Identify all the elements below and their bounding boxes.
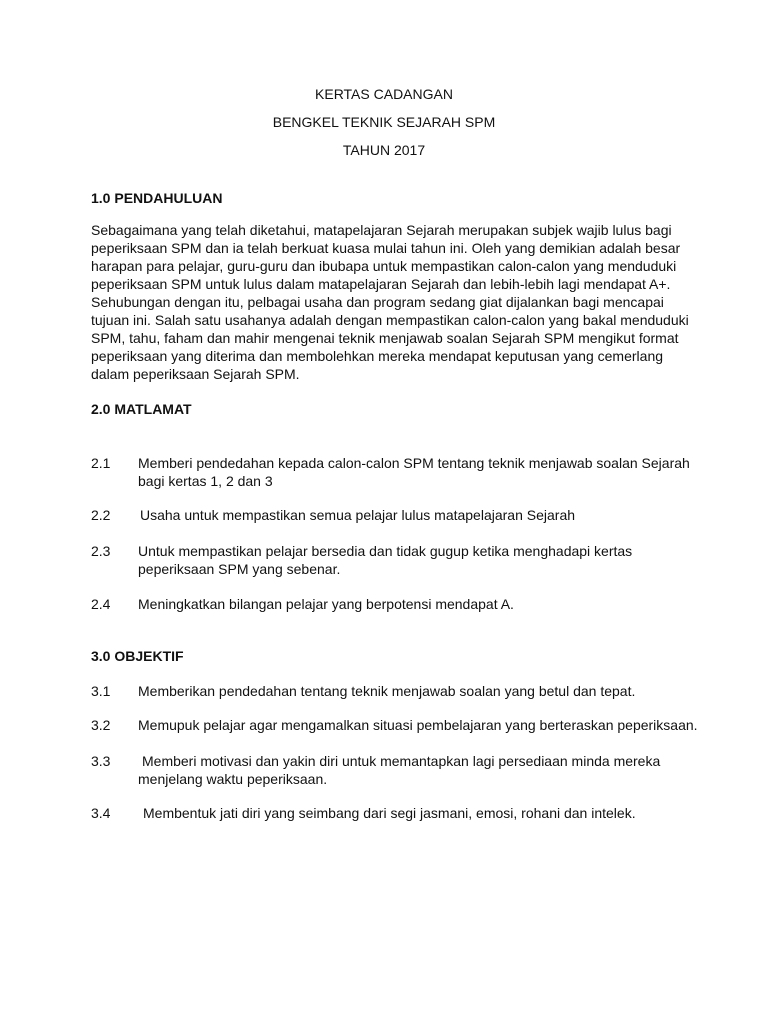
item-text-continuation: peperiksaan SPM yang sebenar. <box>138 561 341 577</box>
item-text-line: Meningkatkan bilangan pelajar yang berpotensi mendapat A. <box>138 596 514 612</box>
item-number: 3.2 <box>91 717 111 733</box>
item-number: 2.4 <box>91 596 111 612</box>
intro-line: peperiksaan SPM dan ia telah berkuat kuasa mulai tahun ini. Oleh yang demikian adalah besar <box>91 240 681 256</box>
section-heading-matlamat: 2.0 MATLAMAT <box>91 401 192 417</box>
document-title-line-2: BENGKEL TEKNIK SEJARAH SPM <box>272 114 496 130</box>
item-text-continuation: menjelang waktu peperiksaan. <box>138 771 328 787</box>
item-text <box>138 542 632 578</box>
intro-line: peperiksaan yang diterima dan membolehkan mereka mendapat keputusan yang cemerlang <box>91 348 664 364</box>
section-heading-objektif: 3.0 OBJEKTIF <box>91 648 184 664</box>
intro-line: harapan para pelajar, guru-guru dan ibubapa untuk mempastikan calon-calon yang menduduki <box>91 258 677 274</box>
item-text <box>138 716 698 734</box>
document-title-line-1: KERTAS CADANGAN <box>315 86 453 102</box>
item-number: 2.3 <box>91 543 111 559</box>
intro-line: dalam peperiksaan Sejarah SPM. <box>91 366 300 382</box>
item-text <box>140 506 575 524</box>
intro-paragraph <box>91 221 711 383</box>
item-text <box>138 595 514 613</box>
item-text-line: Memberikan pendedahan tentang teknik menjawab soalan yang betul dan tepat. <box>138 683 636 699</box>
item-text <box>138 454 690 490</box>
item-text <box>138 682 635 700</box>
document-title-block <box>0 84 768 168</box>
item-text-line: Untuk mempastikan pelajar bersedia dan tidak gugup ketika menghadapi kertas <box>138 543 633 559</box>
item-number: 3.3 <box>91 753 111 769</box>
item-text-line: Memberi motivasi dan yakin diri untuk memantapkan lagi persediaan minda mereka <box>142 753 661 769</box>
item-number: 2.2 <box>91 507 111 523</box>
item-text-line: Usaha untuk mempastikan semua pelajar lulus matapelajaran Sejarah <box>140 507 576 523</box>
section-heading-pendahuluan: 1.0 PENDAHULUAN <box>91 190 223 206</box>
intro-line: peperiksaan SPM untuk lulus dalam matapelajaran Sejarah dan lebih-lebih lagi mendapat A+. <box>91 276 671 292</box>
intro-line: SPM, tahu, faham dan mahir mengenai teknik menjawab soalan Sejarah SPM mengikut format <box>91 330 679 346</box>
item-text-line: Memberi pendedahan kepada calon-calon SPM tentang teknik menjawab soalan Sejarah <box>138 455 690 471</box>
item-text-continuation: bagi kertas 1, 2 dan 3 <box>138 473 273 489</box>
intro-line: tujuan ini. Salah satu usahanya adalah dengan mempastikan calon-calon yang bakal menduduki <box>91 312 689 328</box>
item-text-line: Memupuk pelajar agar mengamalkan situasi pembelajaran yang berteraskan peperiksaan. <box>138 717 698 733</box>
item-text-line: Membentuk jati diri yang seimbang dari segi jasmani, emosi, rohani dan intelek. <box>143 805 636 821</box>
item-text <box>138 752 661 788</box>
item-number: 3.1 <box>91 683 111 699</box>
item-number: 3.4 <box>91 805 111 821</box>
item-text <box>143 804 636 822</box>
document-title-line-3: TAHUN 2017 <box>342 142 426 158</box>
intro-line: Sebagaimana yang telah diketahui, matapelajaran Sejarah merupakan subjek wajib lulus bagi <box>91 222 672 238</box>
item-number: 2.1 <box>91 455 111 471</box>
intro-line: Sehubungan dengan itu, pelbagai usaha dan program sedang giat dijalankan bagi mencapai <box>91 294 664 310</box>
